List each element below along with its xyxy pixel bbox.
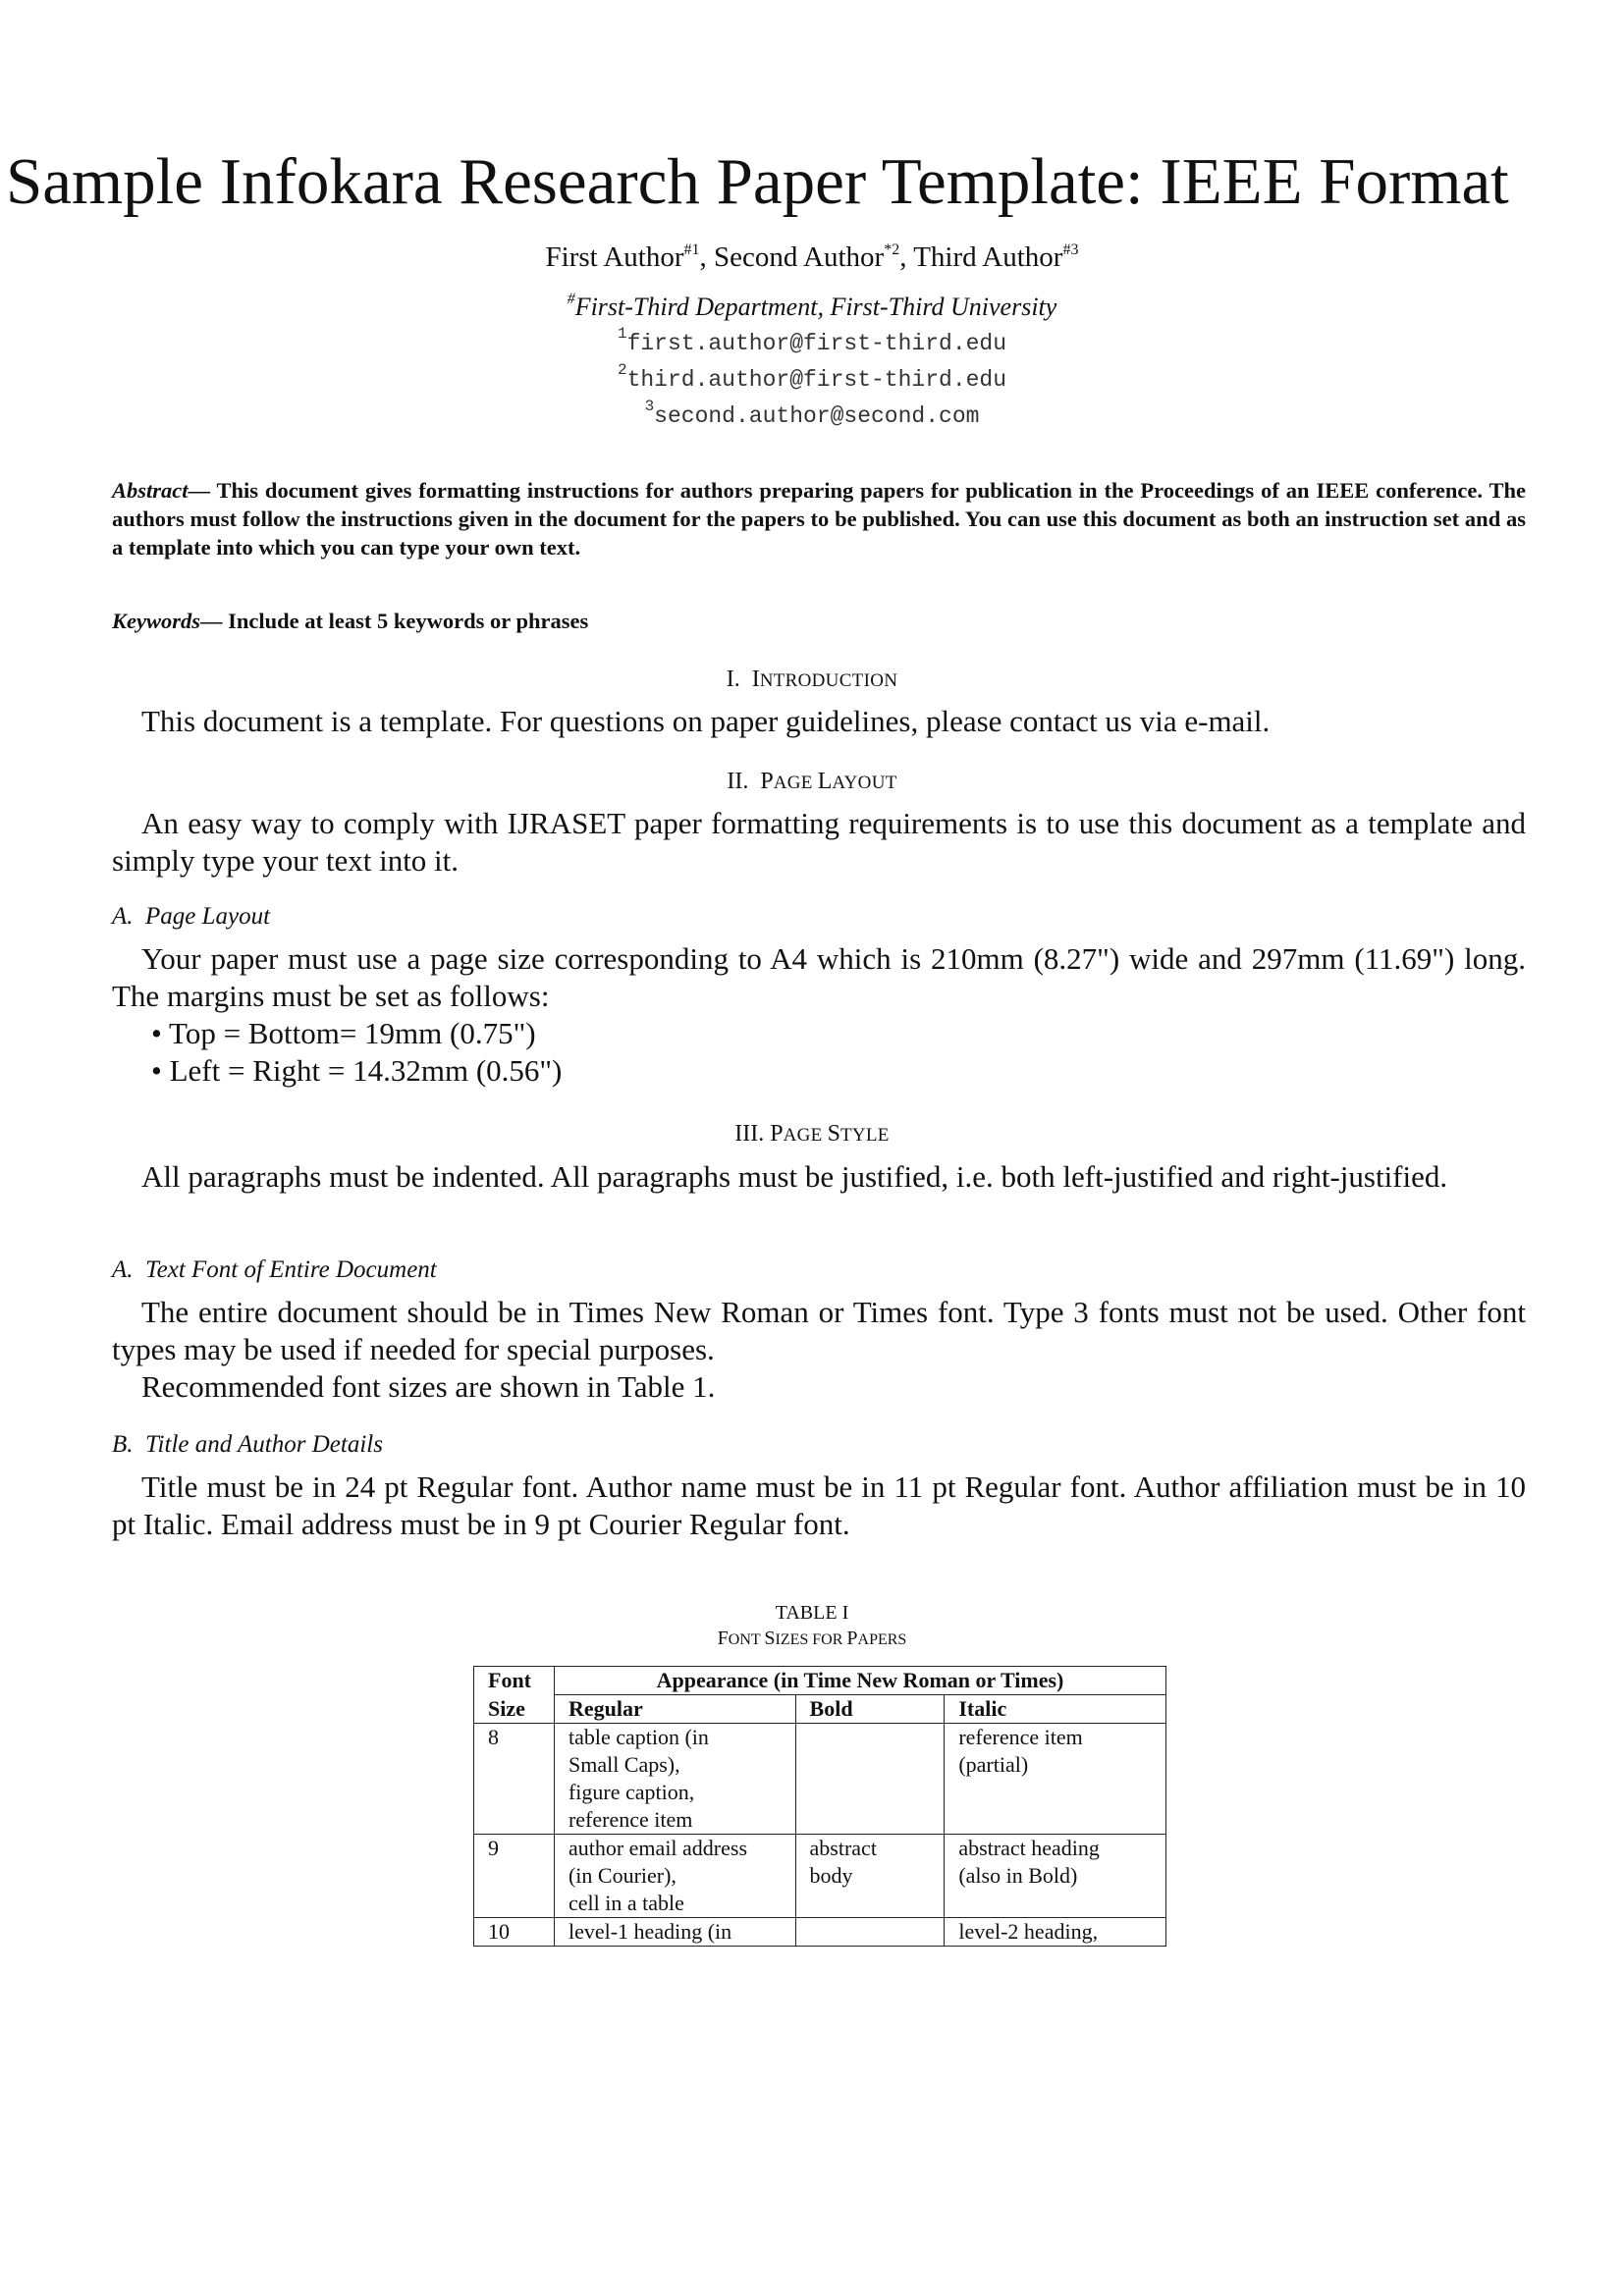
abstract <box>112 476 1526 561</box>
paragraph: This document is a template. For questions on paper guidelines, please contact us via e-mail. <box>141 704 1271 738</box>
keywords-label: Keywords <box>112 609 200 633</box>
paragraph: Your paper must use a page size corresponding to A4 which is 210mm (8.27") wide and 297mm (11.69") long. The margins must be set as follows: <box>112 941 1526 1013</box>
table-row <box>474 1918 1166 1947</box>
table-row <box>474 1724 1166 1835</box>
caption-initial: F <box>717 1628 729 1649</box>
subsection-title: Text Font of Entire Document <box>145 1256 437 1283</box>
email-text: first.author@first-third.edu <box>626 331 1007 356</box>
cell-line: (also in Bold) <box>958 1863 1078 1888</box>
email-superscript: 3 <box>644 398 655 415</box>
author-list: First Author$^{\#1}$, Second Author$^{*2}$, Third Author$^{\#3}$ <box>545 241 1079 273</box>
table-cell-size: 8 <box>474 1724 555 1835</box>
cell-line: reference item <box>958 1725 1083 1749</box>
table-header-row <box>474 1695 1166 1724</box>
cell-line: figure caption, <box>568 1780 695 1804</box>
section-title-rest: AGE <box>773 773 818 793</box>
table-cell-size: 9 <box>474 1835 555 1918</box>
cell-line: reference item <box>568 1807 693 1832</box>
table-header-bold: Bold <box>795 1695 945 1724</box>
subsection-heading-page-layout <box>112 901 270 933</box>
table-cell-regular: level-1 heading (in <box>554 1918 795 1947</box>
table-header-size: Size <box>474 1695 555 1724</box>
section-number: II. <box>727 769 749 794</box>
keywords <box>112 607 588 636</box>
author-superscript: #1 <box>683 241 700 258</box>
cell-line: abstract <box>809 1836 877 1860</box>
subsection-label: B. <box>112 1431 134 1458</box>
email-text: second.author@second.com <box>654 403 980 429</box>
section-title-rest: AGE <box>783 1125 828 1146</box>
table-caption-title <box>0 1626 1624 1653</box>
cell-line: Small Caps), <box>568 1752 680 1777</box>
email-text: third.author@first-third.edu <box>626 367 1007 393</box>
table-header-appearance: Appearance (in Time New Roman or Times) <box>554 1667 1165 1695</box>
keywords-text: Include at least 5 keywords or phrases <box>228 609 589 633</box>
cell-line: (in Courier), <box>568 1863 677 1888</box>
abstract-dash: — <box>188 478 211 503</box>
paragraph: The entire document should be in Times New Roman or Times font. Type 3 fonts must not be used. Other font types may be used if needed for special purposes. <box>112 1295 1526 1366</box>
section-number: I. <box>726 667 740 692</box>
table-cell-bold <box>795 1918 945 1947</box>
table-cell-regular <box>554 1835 795 1918</box>
bullet-item: • Top = Bottom= 19mm (0.75") <box>151 1016 536 1050</box>
table-cell-regular <box>554 1724 795 1835</box>
abstract-text: This document gives formatting instructions for authors preparing papers for publication in the Proceedings of an IEEE conference. The authors must follow the instructions given in the document for the papers to be published. You can use this document as both an instruction set and as a template into which you can type your own text. <box>112 478 1527 560</box>
email-superscript: 2 <box>617 361 627 379</box>
table-cell-size: 10 <box>474 1918 555 1947</box>
section-title-initial: I <box>751 667 760 692</box>
author-name: Third Author <box>913 241 1063 273</box>
author-email <box>0 400 1624 433</box>
caption-rest: IZES FOR <box>775 1631 847 1648</box>
author-superscript: *2 <box>884 241 900 258</box>
table-header-regular: Regular <box>554 1695 795 1724</box>
author-email <box>0 327 1624 360</box>
section-title-initial: P <box>760 769 774 794</box>
section-title-rest: TYLE <box>839 1125 890 1146</box>
cell-line: (partial) <box>958 1752 1029 1777</box>
section-title-rest: AYOUT <box>832 773 897 793</box>
section-title-initial: L <box>817 769 833 794</box>
subsection-title: Page Layout <box>145 903 271 930</box>
subsection-title: Title and Author Details <box>145 1431 383 1458</box>
section-heading-introduction <box>0 664 1624 697</box>
section-heading-page-layout <box>0 766 1624 799</box>
section-heading-page-style <box>0 1118 1624 1151</box>
table-cell-bold <box>795 1835 945 1918</box>
subsection-heading-text-font <box>112 1255 437 1286</box>
keywords-dash: — <box>200 609 223 633</box>
table-header-row <box>474 1667 1166 1695</box>
table-header-font: Font <box>474 1667 555 1695</box>
table-cell-bold <box>795 1724 945 1835</box>
abstract-label: Abstract <box>112 478 189 503</box>
author-name: Second Author <box>714 241 885 273</box>
affiliation-text: First-Third Department, First-Third University <box>574 293 1057 321</box>
paragraph: An easy way to comply with IJRASET paper formatting requirements is to use this document as a template and simply type your text into it. <box>112 806 1526 878</box>
caption-initial: P <box>846 1628 858 1649</box>
section-title-rest: NTRODUCTION <box>759 670 898 691</box>
caption-rest: APERS <box>857 1631 907 1648</box>
paragraph: Recommended font sizes are shown in Table 1. <box>141 1369 716 1404</box>
paragraph: All paragraphs must be indented. All paragraphs must be justified, i.e. both left-justified and right-justified. <box>141 1159 1448 1194</box>
section-title-initial: S <box>827 1121 840 1147</box>
caption-initial: S <box>764 1628 776 1649</box>
caption-rest: ONT <box>728 1631 765 1648</box>
cell-line: author email address <box>568 1836 748 1860</box>
subsection-heading-title-author <box>112 1429 383 1461</box>
font-size-table <box>473 1666 1166 1947</box>
cell-line: body <box>809 1863 853 1888</box>
section-number: III. <box>734 1121 765 1147</box>
table-cell-italic <box>945 1724 1166 1835</box>
paper-title: Sample Infokara Research Paper Template: IEEE Format <box>6 145 1509 218</box>
cell-line: abstract heading <box>958 1836 1100 1860</box>
author-name: First Author <box>545 241 684 273</box>
cell-line: table caption (in <box>568 1725 709 1749</box>
affiliation-superscript: # <box>567 291 575 307</box>
table-cell-italic <box>945 1835 1166 1918</box>
table-cell-italic: level-2 heading, <box>945 1918 1166 1947</box>
table-header-italic: Italic <box>945 1695 1166 1724</box>
section-title-initial: P <box>770 1121 784 1147</box>
email-superscript: 1 <box>617 325 627 343</box>
author-email <box>0 363 1624 397</box>
author-affiliation <box>0 290 1624 325</box>
table-row <box>474 1835 1166 1918</box>
bullet-item: • Left = Right = 14.32mm (0.56") <box>151 1053 563 1088</box>
table-caption-number: TABLE I <box>775 1602 849 1624</box>
cell-line: cell in a table <box>568 1891 684 1915</box>
subsection-label: A. <box>112 903 134 930</box>
author-superscript: #3 <box>1062 241 1079 258</box>
subsection-label: A. <box>112 1256 134 1283</box>
paragraph: Title must be in 24 pt Regular font. Author name must be in 11 pt Regular font. Author affiliation must be in 10 pt Italic. Email address must be in 9 pt Courier Regular font. <box>112 1469 1526 1541</box>
